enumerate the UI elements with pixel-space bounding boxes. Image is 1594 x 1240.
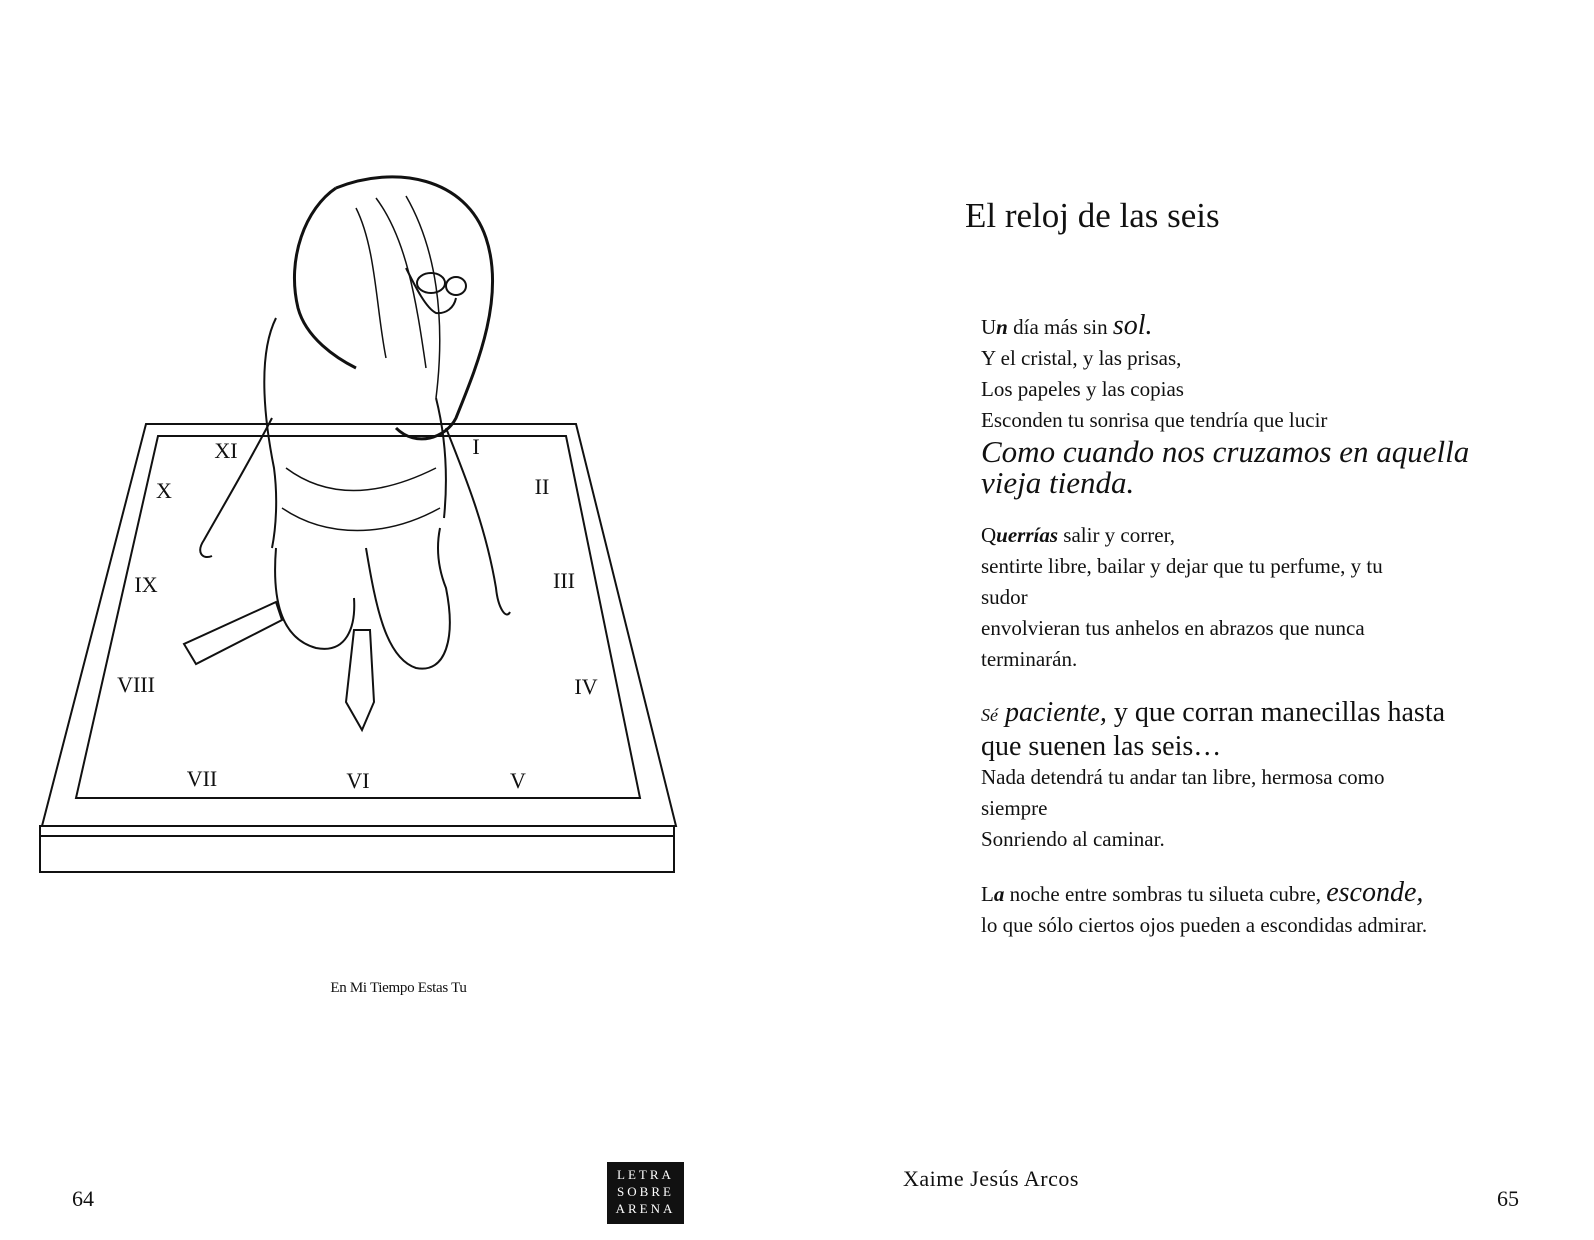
initial-rest: uerrías xyxy=(996,523,1059,547)
poem-line: terminarán. xyxy=(981,647,1078,671)
logo-line-2: SOBRE xyxy=(617,1184,674,1199)
stanza-2 xyxy=(981,520,1481,675)
initial-letter: L xyxy=(981,882,994,906)
poem-line: vieja tienda. xyxy=(981,465,1135,500)
clock-numeral-3: III xyxy=(553,568,575,593)
line-text: y que corran manecillas hasta xyxy=(1106,697,1446,728)
clock-numeral-4: IV xyxy=(574,674,598,699)
page-number-right: 65 xyxy=(1497,1186,1519,1211)
poem-line: sudor xyxy=(981,585,1028,609)
initial-rest: a xyxy=(993,882,1005,906)
logo-line-1: LETRA xyxy=(617,1167,674,1182)
clock-frame-outer xyxy=(42,424,676,826)
poem-line: que suenen las seis… xyxy=(981,731,1222,762)
author-name: Xaime Jesús Arcos xyxy=(903,1166,1079,1191)
clock-numeral-1: I xyxy=(472,434,480,459)
publisher-logo xyxy=(607,1162,684,1224)
stanza-1 xyxy=(981,310,1481,498)
clock-numeral-5: V xyxy=(510,768,526,793)
poem-line: Nada detendrá tu andar tan libre, hermosa como xyxy=(981,765,1385,789)
line-text: noche entre sombras tu silueta cubre, xyxy=(1004,882,1327,906)
poem-line: Los papeles y las copias xyxy=(981,377,1184,401)
clock-hand-left xyxy=(184,602,282,664)
emphasis-word: esconde, xyxy=(1326,877,1424,908)
line-text: día más sin xyxy=(1007,315,1113,339)
initial-word: Sé xyxy=(981,705,998,725)
poem-line: Esconden tu sonrisa que tendría que lucir xyxy=(981,408,1328,432)
clock-numeral-6: VI xyxy=(346,768,370,793)
clock-base xyxy=(40,826,674,872)
poem-line: siempre xyxy=(981,796,1048,820)
line-text: salir y correr, xyxy=(1058,523,1175,547)
poem-line xyxy=(981,310,1481,343)
page-number-left: 64 xyxy=(72,1186,94,1211)
emphasis-word: paciente, xyxy=(1005,697,1107,728)
illustration-caption: En Mi Tiempo Estas Tu xyxy=(330,980,467,996)
poem-line xyxy=(981,877,1481,910)
initial-letter: Q xyxy=(981,523,997,547)
clock-numeral-10: X xyxy=(156,478,172,503)
right-page xyxy=(797,0,1594,1240)
poem-line: lo que sólo ciertos ojos pueden a escondidas admirar. xyxy=(981,913,1428,937)
stanza-4 xyxy=(981,877,1481,941)
stanza-3 xyxy=(981,697,1481,855)
clock-numeral-2: II xyxy=(534,474,550,499)
poem-line: Como cuando nos cruzamos en aquella xyxy=(981,434,1470,469)
clock-girl-illustration xyxy=(36,168,696,908)
poem-line: Y el cristal, y las prisas, xyxy=(981,346,1182,370)
clock-hand-down xyxy=(346,630,374,730)
poem-line: Sonriendo al caminar. xyxy=(981,827,1165,851)
emphasis-word: sol. xyxy=(1112,310,1153,341)
initial-rest: n xyxy=(996,315,1008,339)
poem-line: sentirte libre, bailar y dejar que tu perfume, y tu xyxy=(981,554,1383,578)
poem-line xyxy=(981,697,1481,731)
clock-numeral-9: IX xyxy=(134,572,158,597)
initial-letter: U xyxy=(981,315,997,339)
poem-title: El reloj de las seis xyxy=(965,196,1220,235)
poem-line: envolvieran tus anhelos en abrazos que nunca xyxy=(981,616,1365,640)
poem-body xyxy=(981,310,1481,963)
clock-numeral-11: XI xyxy=(214,438,238,463)
clock-numeral-8: VIII xyxy=(117,672,155,697)
logo-line-3: ARENA xyxy=(615,1201,676,1216)
poem-line xyxy=(981,520,1481,551)
clock-numeral-7: VII xyxy=(186,766,218,791)
